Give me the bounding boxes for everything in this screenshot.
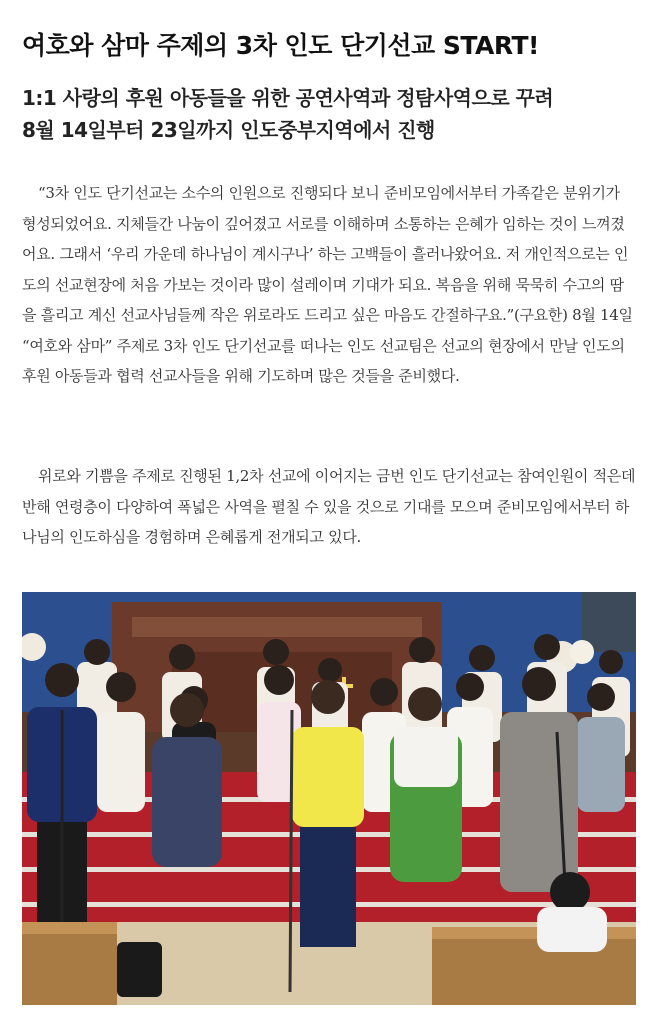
choir-photo-illustration	[22, 592, 636, 1005]
choir-photo	[22, 592, 636, 1005]
body-paragraph-1: “3차 인도 단기선교는 소수의 인원으로 진행되다 보니 준비모임에서부터 가족같은 분위기가 형성되었어요. 지체들간 나눔이 깊어졌고 서로를 이해하며 소통하는 은혜가 임하는 것이 느껴졌어요. 그래서 ‘우리 가운데 하나님이 계시구나’ 하는 고백들이 흘러나왔어요. 저 개인적으로는 인도의 선교현장에 처음 가보는 것이라 많이 설레이며 기대가 되요. 복음을 위해 묵묵히 수고의 땀을 흘리고 계신 선교사님들께 작은 위로라도 드리고 싶은 마음도 간절하구요.”(구요한) 8월 14일 “여호와 삼마” 주제로 3차 인도 단기선교를 떠나는 인도 선교팀은 선교의 현장에서 만날 인도의 후원 아동들과 협력 선교사들을 위해 기도하며 많은 것들을 준비했다.	[22, 184, 633, 385]
subheadline-2: 8월 14일부터 23일까지 인도중부지역에서 진행	[22, 118, 435, 142]
body-paragraph-2: 위로와 기쁨을 주제로 진행된 1,2차 선교에 이어지는 금번 인도 단기선교는 참여인원이 적은데 반해 연령층이 다양하여 폭넓은 사역을 펼칠 수 있을 것으로 기대를 모으며 준비모임에서부터 하나님의 인도하심을 경험하며 은혜롭게 전개되고 있다.	[22, 467, 636, 546]
subheadline-1: 1:1 사랑의 후원 아동들을 위한 공연사역과 정탐사역으로 꾸려	[22, 86, 554, 110]
headline: 여호와 삼마 주제의 3차 인도 단기선교 START!	[22, 31, 539, 60]
